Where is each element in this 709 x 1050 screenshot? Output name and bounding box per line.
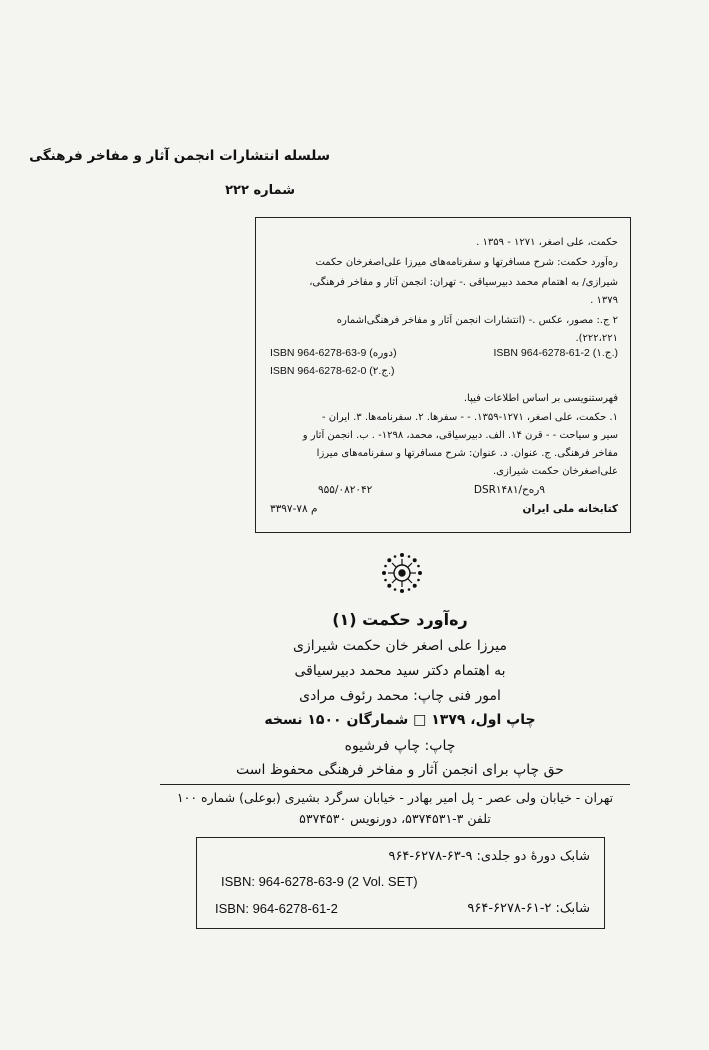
cip-line: ره‌آورد حکمت: شرح مسافرتها و سفرنامه‌های میرزا علی‌اصغرخان حکمت xyxy=(315,257,618,268)
isbn-vol-en: ISBN: 964-6278-61-2 xyxy=(215,901,338,916)
isbn-set-en: ISBN: 964-6278-63-9 (2 Vol. SET) xyxy=(221,874,418,889)
address-line: تهران - خیابان ولی عصر - پل امیر بهادر - خیابان سرگرد بشیری (بوعلی) شماره ۱۰۰ xyxy=(176,790,614,805)
technical-line: امور فنی چاپ: محمد رئوف مرادی xyxy=(299,688,501,704)
printer-line: چاپ: چاپ فرشیوه xyxy=(344,738,456,754)
cip-line: مفاخر فرهنگی. ج. عنوان. د. عنوان: شرح مسافرتها و سفرنامه‌های میرزا xyxy=(316,448,618,459)
cip-line: ۱۳۷۹ . xyxy=(590,295,618,306)
cip-line: حکمت، علی اصغر، ۱۲۷۱ - ۱۳۵۹ . xyxy=(476,237,618,248)
cip-line: شیرازی/ به اهتمام محمد دبیرسیاقی .- تهران: انجمن آثار و مفاخر فرهنگی، xyxy=(309,277,618,288)
cip-line: فهرستنویسی بر اساس اطلاعات فیپا. xyxy=(463,393,618,404)
cip-isbn-v1 xyxy=(494,347,619,359)
cip-classification: ۹ره‌ح/DSR۱۴۸۱ xyxy=(473,484,545,496)
cip-library: کتابخانه ملی ایران xyxy=(522,503,618,515)
copyright-line: حق چاپ برای انجمن آثار و مفاخر فرهنگی محفوظ است xyxy=(236,762,564,778)
phone-line: تلفن ۳-۵۳۷۴۵۳۱، دورنویس ۵۳۷۴۵۳۰ xyxy=(299,811,491,826)
cip-isbn-v2 xyxy=(270,365,395,377)
cip-box xyxy=(255,217,631,533)
cip-line: ۲۲۲،۲۲۱). xyxy=(575,333,618,344)
cip-isbn-set xyxy=(270,347,397,359)
series-title: سلسله انتشارات انجمن آثار و مفاخر فرهنگی xyxy=(29,148,330,164)
cip-line: ۲ ج.: مصور، عکس .- (انتشارات انجمن آثار و مفاخر فرهنگی‌اشماره xyxy=(336,315,618,326)
author-line: میرزا علی اصغر خان حکمت شیرازی xyxy=(293,638,507,654)
cip-isbn-v1-label: (ج.۱.) xyxy=(592,347,618,359)
book-title: ره‌آورد حکمت (۱) xyxy=(332,610,468,629)
cip-isbn-set-label: (دوره) xyxy=(369,347,397,359)
isbn-set-fa: شابک دورهٔ دو جلدی: ۹-۶۳-۶۲۷۸-۹۶۴ xyxy=(388,849,590,864)
cip-line: سیر و سیاحت - - قرن ۱۴. الف. دبیرسیاقی، محمد، ۱۲۹۸- . ب. انجمن آثار و xyxy=(302,430,618,441)
cip-isbn-set-number: ISBN 964-6278-63-9 xyxy=(270,347,367,359)
editor-line: به اهتمام دکتر سید محمد دبیرسیاقی xyxy=(294,663,506,679)
cip-isbn-v2-label: (ج.۲.) xyxy=(369,365,395,377)
divider xyxy=(160,784,630,785)
edition-line: چاپ اول، ۱۳۷۹ □ شمارگان ۱۵۰۰ نسخه xyxy=(264,712,536,728)
cip-line: علی‌اصغرخان حکمت شیرازی. xyxy=(493,466,618,477)
cip-dewey: ۹۵۵/۰۸۲۰۴۲ xyxy=(318,484,373,496)
cip-isbn-v1-number: ISBN 964-6278-61-2 xyxy=(493,347,590,359)
cip-record: م ۷۸-۳۳۹۷ xyxy=(270,503,318,515)
series-number: شماره ۲۲۲ xyxy=(225,183,295,198)
cip-isbn-v2-number: ISBN 964-6278-62-0 xyxy=(270,365,367,377)
cip-line: ۱. حکمت، علی اصغر، ۱۲۷۱-۱۳۵۹. - - سفرها. ۲. سفرنامه‌ها. ۳. ایران - xyxy=(321,412,618,423)
isbn-box xyxy=(196,837,605,929)
publisher-logo-icon xyxy=(379,550,425,596)
isbn-vol-fa: شابک: ۲-۶۱-۶۲۷۸-۹۶۴ xyxy=(467,901,590,916)
